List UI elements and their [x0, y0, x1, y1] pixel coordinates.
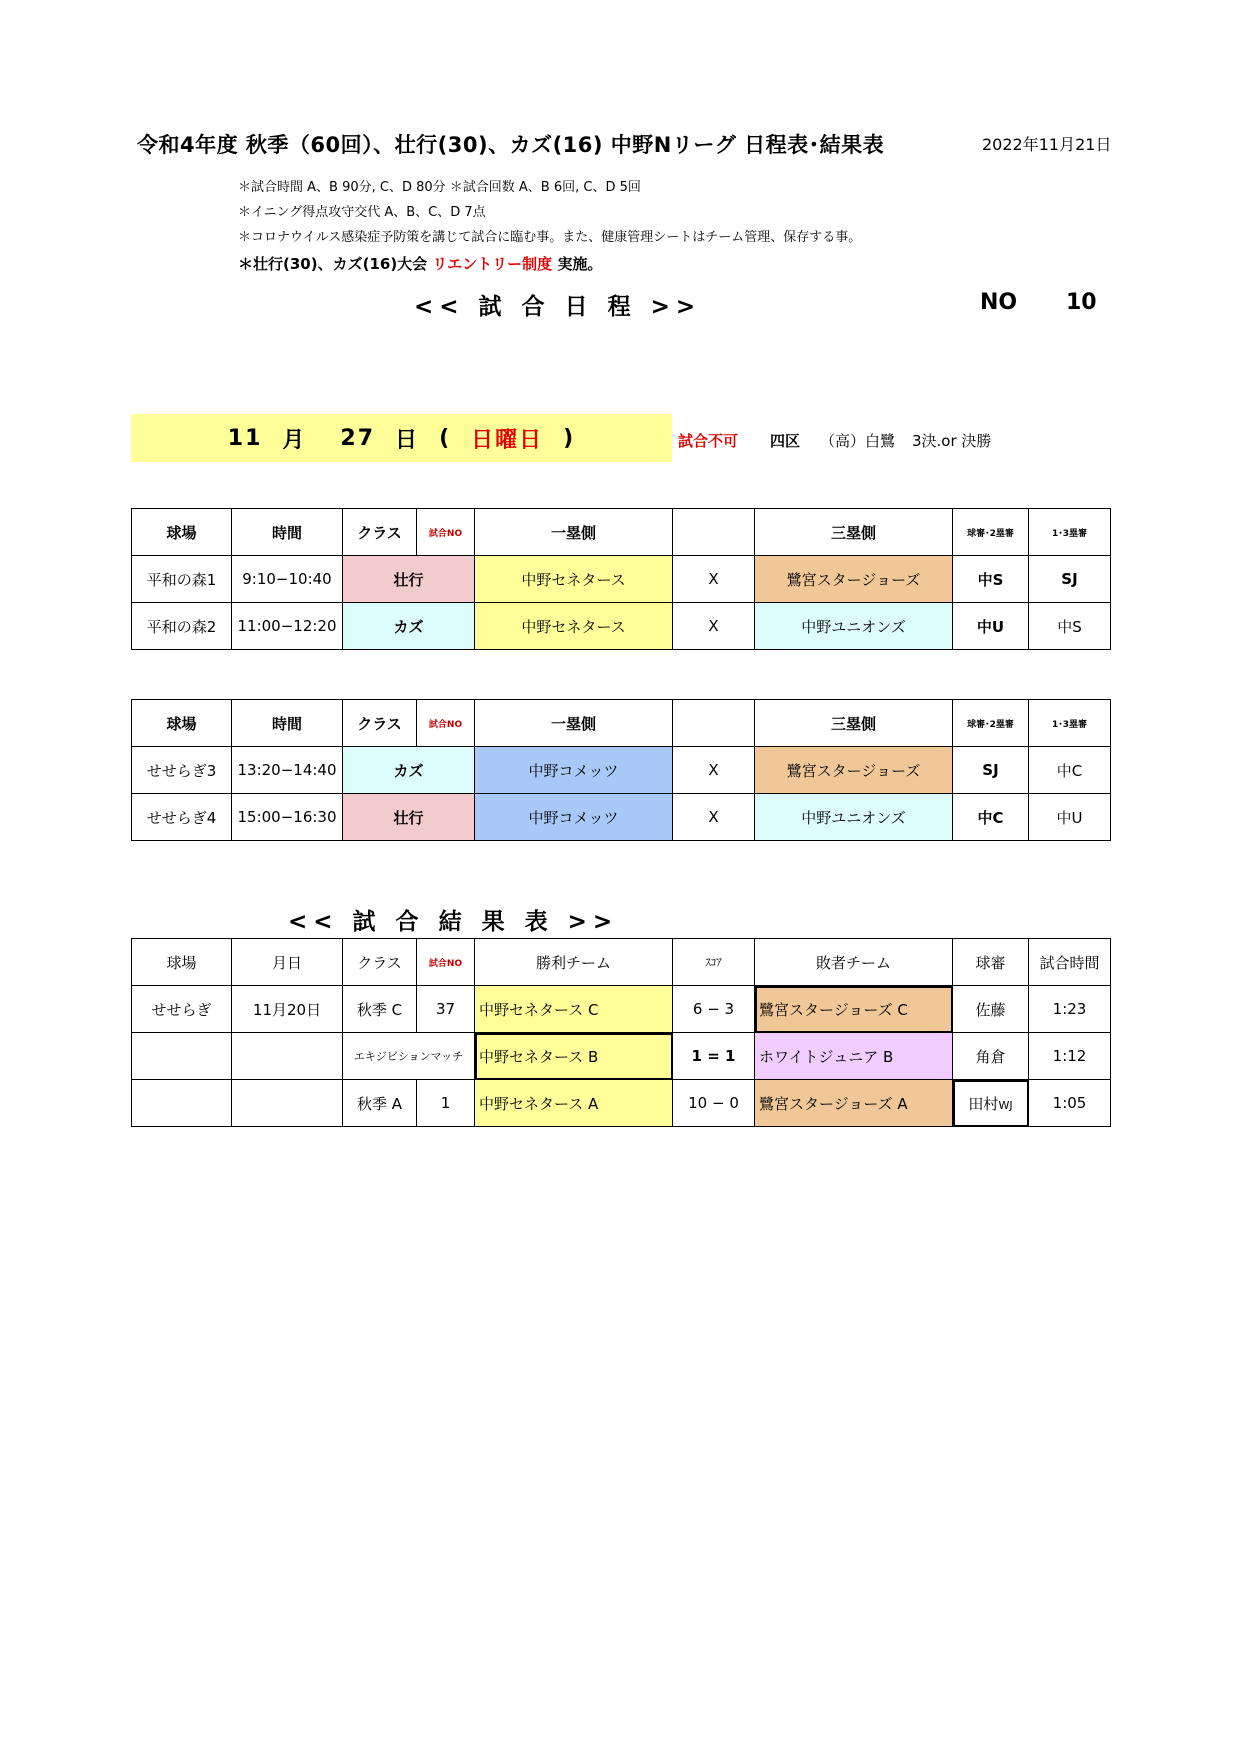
row-score: 1 = 1 — [673, 1033, 755, 1080]
document-title: 令和4年度 秋季（60回）、壮行(30)、カズ(16) 中野Nリーグ 日程表･結果表 — [137, 133, 885, 157]
row-loser: 鷺宮スタージョーズ C — [755, 986, 953, 1033]
header-score: ｽｺｱ — [673, 939, 755, 986]
row-class: 秋季 A — [343, 1080, 417, 1127]
row-score: 6 − 3 — [673, 986, 755, 1033]
day-note-round: 3決.or 決勝 — [912, 432, 992, 450]
rule-note-covid: ＊コロナウイルス感染症予防策を講じて試合に臨む事。また、健康管理シートはチーム管理、保存する事。 — [238, 230, 862, 245]
header-match-no: 試合NO — [417, 700, 475, 747]
row-umpire: 佐藤 — [953, 986, 1029, 1033]
header-game-time: 試合時間 — [1029, 939, 1111, 986]
day-note-venue: （高）白鷺 — [820, 432, 896, 450]
row-loser: 鷺宮スタージョーズ A — [755, 1080, 953, 1127]
row-vs: X — [673, 603, 755, 650]
header-third-base: 三塁側 — [755, 509, 953, 556]
header-umpire-plate: 球審･2塁審 — [953, 509, 1029, 556]
row-class: エキジビションマッチ — [343, 1033, 475, 1080]
row-first-team: 中野セネタース — [475, 603, 673, 650]
row-field: 平和の森2 — [132, 603, 232, 650]
row-umpire-plate: 中S — [953, 556, 1029, 603]
reentry-suffix: 実施。 — [557, 255, 603, 273]
row-umpire-plate: SJ — [953, 747, 1029, 794]
header-match-no: 試合NO — [417, 939, 475, 986]
row-class: カズ — [343, 603, 475, 650]
header-field: 球場 — [132, 700, 232, 747]
row-umpire: 角倉 — [953, 1033, 1029, 1080]
row-umpire-bases: 中S — [1029, 603, 1111, 650]
table-row — [132, 556, 1111, 603]
header-winner: 勝利チーム — [475, 939, 673, 986]
schedule-heading: << 試 合 日 程 >> — [414, 294, 702, 320]
schedule-header-row — [132, 700, 1111, 747]
row-third-team: 中野ユニオンズ — [755, 603, 953, 650]
row-umpire-name: 田村 — [968, 1094, 999, 1113]
row-class: 秋季 C — [343, 986, 417, 1033]
row-loser: ホワイトジュニア B — [755, 1033, 953, 1080]
header-time: 時間 — [232, 700, 343, 747]
day-month: 11 — [227, 425, 263, 451]
row-field: せせらぎ4 — [132, 794, 232, 841]
row-match-no: 1 — [417, 1080, 475, 1127]
row-first-team: 中野セネタース — [475, 556, 673, 603]
row-vs: X — [673, 747, 755, 794]
header-vs — [673, 509, 755, 556]
day-note-unavailable: 試合不可 — [678, 432, 739, 450]
table-row — [132, 986, 1111, 1033]
match-day-band — [131, 414, 672, 462]
row-third-team: 中野ユニオンズ — [755, 794, 953, 841]
row-time: 15:00−16:30 — [232, 794, 343, 841]
schedule-no-value: 10 — [1066, 290, 1097, 315]
day-day: 27 — [340, 425, 376, 451]
table-row — [132, 794, 1111, 841]
table-row — [132, 603, 1111, 650]
row-class: カズ — [343, 747, 475, 794]
day-close-paren: ) — [563, 425, 576, 451]
row-third-team: 鷺宮スタージョーズ — [755, 556, 953, 603]
header-third-base: 三塁側 — [755, 700, 953, 747]
row-vs: X — [673, 794, 755, 841]
row-date: 11月20日 — [232, 986, 343, 1033]
row-time: 13:20−14:40 — [232, 747, 343, 794]
row-field — [132, 1033, 232, 1080]
header-vs — [673, 700, 755, 747]
day-open-paren: ( — [439, 425, 452, 451]
row-field — [132, 1080, 232, 1127]
day-day-unit: 日 — [395, 427, 420, 453]
row-game-time: 1:05 — [1029, 1080, 1111, 1127]
header-field: 球場 — [132, 509, 232, 556]
row-field: 平和の森1 — [132, 556, 232, 603]
table-row — [132, 1033, 1111, 1080]
header-date: 月日 — [232, 939, 343, 986]
header-umpire-plate: 球審･2塁審 — [953, 700, 1029, 747]
day-note-area: 四区 — [770, 432, 801, 450]
row-umpire — [953, 1080, 1029, 1127]
row-field: せせらぎ3 — [132, 747, 232, 794]
row-field: せせらぎ — [132, 986, 232, 1033]
row-umpire-bases: 中C — [1029, 747, 1111, 794]
schedule-table-1 — [131, 508, 1111, 650]
row-umpire-bases: SJ — [1029, 556, 1111, 603]
results-table — [131, 938, 1111, 1127]
row-umpire-bases: 中U — [1029, 794, 1111, 841]
row-winner: 中野セネタース B — [475, 1033, 673, 1080]
day-weekday: 日曜日 — [471, 427, 544, 453]
row-date — [232, 1080, 343, 1127]
header-umpire: 球審 — [953, 939, 1029, 986]
header-loser: 敗者チーム — [755, 939, 953, 986]
schedule-table-2 — [131, 699, 1111, 841]
row-class: 壮行 — [343, 794, 475, 841]
header-first-base: 一塁側 — [475, 509, 673, 556]
row-date — [232, 1033, 343, 1080]
rule-note-inning: ＊イニング得点攻守交代 A、B、C、D 7点 — [238, 205, 486, 220]
header-class: クラス — [343, 939, 417, 986]
header-umpire-bases: 1･3塁審 — [1029, 509, 1111, 556]
reentry-highlight: リエントリー制度 — [432, 255, 553, 273]
row-third-team: 鷺宮スタージョーズ — [755, 747, 953, 794]
row-time: 11:00−12:20 — [232, 603, 343, 650]
table-row — [132, 1080, 1111, 1127]
row-time: 9:10−10:40 — [232, 556, 343, 603]
header-class: クラス — [343, 509, 417, 556]
row-vs: X — [673, 556, 755, 603]
row-score: 10 − 0 — [673, 1080, 755, 1127]
schedule-header-row — [132, 509, 1111, 556]
results-header-row — [132, 939, 1111, 986]
rule-note-time: ＊試合時間 A、B 90分, C、D 80分 ＊試合回数 A、B 6回, C、D 5回 — [238, 180, 641, 195]
rule-note-reentry — [238, 253, 602, 274]
reentry-prefix: ＊壮行(30)、カズ(16)大会 — [238, 255, 428, 273]
row-umpire-plate: 中C — [953, 794, 1029, 841]
row-winner: 中野セネタース A — [475, 1080, 673, 1127]
row-class: 壮行 — [343, 556, 475, 603]
row-match-no: 37 — [417, 986, 475, 1033]
header-time: 時間 — [232, 509, 343, 556]
header-umpire-bases: 1･3塁審 — [1029, 700, 1111, 747]
header-first-base: 一塁側 — [475, 700, 673, 747]
row-game-time: 1:23 — [1029, 986, 1111, 1033]
schedule-no-label: NO — [980, 290, 1018, 315]
header-match-no: 試合NO — [417, 509, 475, 556]
header-class: クラス — [343, 700, 417, 747]
table-row — [132, 747, 1111, 794]
row-umpire-suffix: WJ — [998, 1098, 1013, 1112]
row-umpire-plate: 中U — [953, 603, 1029, 650]
header-field: 球場 — [132, 939, 232, 986]
row-first-team: 中野コメッツ — [475, 747, 673, 794]
day-month-unit: 月 — [282, 427, 307, 453]
row-game-time: 1:12 — [1029, 1033, 1111, 1080]
row-winner: 中野セネタース C — [475, 986, 673, 1033]
results-heading: << 試 合 結 果 表 >> — [288, 909, 619, 935]
document-date: 2022年11月21日 — [982, 135, 1112, 154]
row-first-team: 中野コメッツ — [475, 794, 673, 841]
